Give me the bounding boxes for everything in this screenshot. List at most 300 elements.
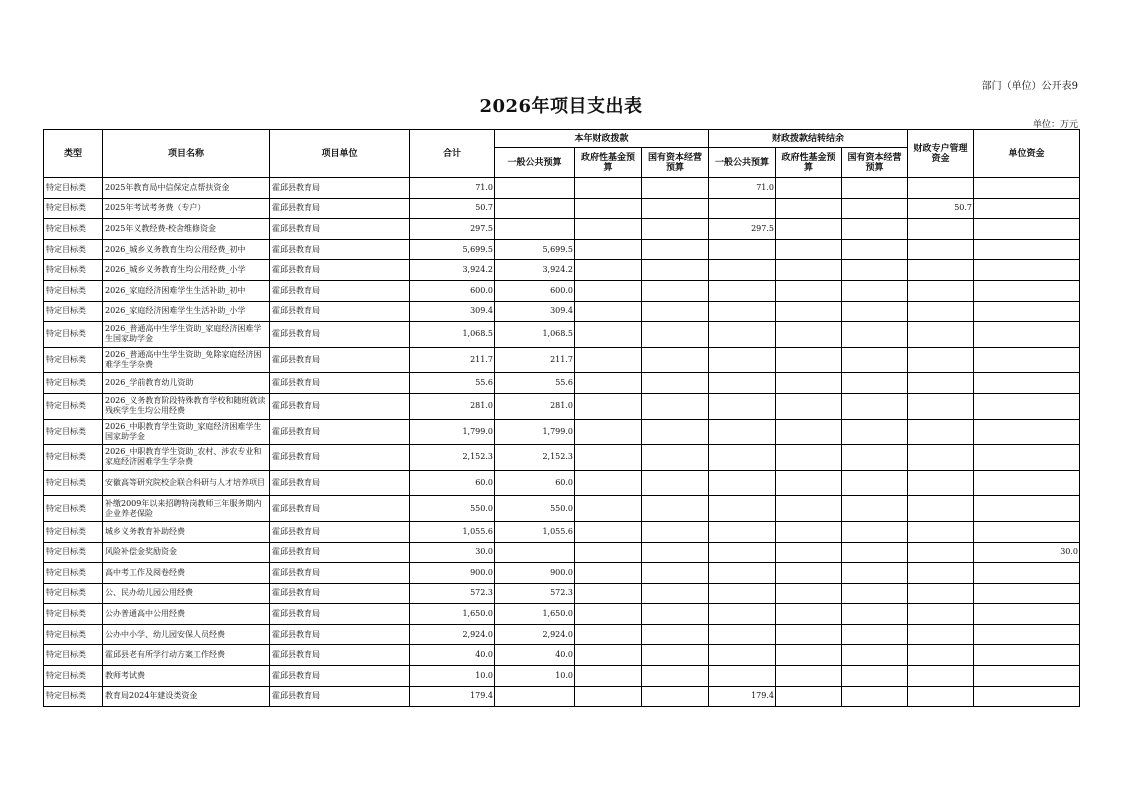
row-current-state-capital-budget — [642, 178, 709, 199]
table-row — [44, 280, 1080, 301]
row-carry-general-budget: 71.0 — [709, 178, 776, 199]
row-carry-state-capital-budget — [842, 624, 908, 645]
row-current-general-budget — [495, 219, 575, 240]
header-total: 合计 — [410, 130, 495, 178]
row-project-name: 2026_普通高中生学生资助_家庭经济困难学生国家助学金 — [103, 322, 270, 348]
row-carry-gov-fund-budget — [776, 542, 842, 563]
row-special-account-funds — [908, 604, 974, 625]
row-carry-general-budget — [709, 301, 776, 322]
row-project-unit: 霍邱县教育局 — [270, 563, 410, 584]
table-row — [44, 393, 1080, 419]
row-project-unit: 霍邱县教育局 — [270, 624, 410, 645]
row-special-account-funds: 50.7 — [908, 198, 974, 219]
table-row — [44, 239, 1080, 260]
row-total: 30.0 — [410, 542, 495, 563]
row-total: 40.0 — [410, 645, 495, 666]
row-carry-gov-fund-budget — [776, 583, 842, 604]
header-project-name: 项目名称 — [103, 130, 270, 178]
header-current-state-capital-budget: 国有资本经营预算 — [642, 148, 709, 178]
row-project-unit: 霍邱县教育局 — [270, 178, 410, 199]
row-total: 600.0 — [410, 280, 495, 301]
row-current-gov-fund-budget — [575, 470, 642, 496]
header-type: 类型 — [44, 130, 103, 178]
row-project-unit: 霍邱县教育局 — [270, 373, 410, 394]
row-carry-general-budget — [709, 445, 776, 471]
row-carry-gov-fund-budget — [776, 666, 842, 687]
row-carry-gov-fund-budget — [776, 496, 842, 522]
header-current-year-appropriation: 本年财政拨款 — [495, 130, 709, 148]
row-unit-funds — [974, 198, 1080, 219]
row-unit-funds — [974, 373, 1080, 394]
row-carry-general-budget — [709, 521, 776, 542]
row-carry-state-capital-budget — [842, 583, 908, 604]
row-carry-general-budget: 297.5 — [709, 219, 776, 240]
row-total: 2,924.0 — [410, 624, 495, 645]
row-current-state-capital-budget — [642, 239, 709, 260]
row-special-account-funds — [908, 347, 974, 373]
row-current-state-capital-budget — [642, 686, 709, 707]
row-carry-state-capital-budget — [842, 347, 908, 373]
row-current-general-budget: 5,699.5 — [495, 239, 575, 260]
row-special-account-funds — [908, 178, 974, 199]
row-carry-general-budget: 179.4 — [709, 686, 776, 707]
row-current-gov-fund-budget — [575, 393, 642, 419]
row-project-name: 2026_中职教育学生资助_农村、涉农专业和家庭经济困难学生学杂费 — [103, 445, 270, 471]
row-project-unit: 霍邱县教育局 — [270, 301, 410, 322]
row-carry-general-budget — [709, 563, 776, 584]
table-row — [44, 445, 1080, 471]
row-project-name: 2026_城乡义务教育生均公用经费_初中 — [103, 239, 270, 260]
row-special-account-funds — [908, 666, 974, 687]
row-current-gov-fund-budget — [575, 686, 642, 707]
row-carry-state-capital-budget — [842, 563, 908, 584]
row-current-state-capital-budget — [642, 322, 709, 348]
row-type: 特定目标类 — [44, 419, 103, 445]
row-project-unit: 霍邱县教育局 — [270, 666, 410, 687]
row-unit-funds — [974, 219, 1080, 240]
row-carry-state-capital-budget — [842, 260, 908, 281]
row-special-account-funds — [908, 280, 974, 301]
row-project-name: 安徽高等研究院校企联合科研与人才培养项目 — [103, 470, 270, 496]
row-carry-state-capital-budget — [842, 445, 908, 471]
row-type: 特定目标类 — [44, 563, 103, 584]
row-unit-funds — [974, 645, 1080, 666]
row-current-gov-fund-budget — [575, 373, 642, 394]
table-row — [44, 496, 1080, 522]
row-current-state-capital-budget — [642, 347, 709, 373]
table-row — [44, 542, 1080, 563]
row-total: 3,924.2 — [410, 260, 495, 281]
row-special-account-funds — [908, 219, 974, 240]
row-total: 5,699.5 — [410, 239, 495, 260]
table-row — [44, 470, 1080, 496]
row-current-gov-fund-budget — [575, 624, 642, 645]
row-project-name: 2026_义务教育阶段特殊教育学校和随班就读残疾学生生均公用经费 — [103, 393, 270, 419]
row-carry-gov-fund-budget — [776, 445, 842, 471]
table-row — [44, 198, 1080, 219]
row-current-general-budget — [495, 686, 575, 707]
row-project-unit: 霍邱县教育局 — [270, 280, 410, 301]
row-special-account-funds — [908, 260, 974, 281]
row-total: 60.0 — [410, 470, 495, 496]
row-total: 1,055.6 — [410, 521, 495, 542]
row-current-state-capital-budget — [642, 645, 709, 666]
row-type: 特定目标类 — [44, 322, 103, 348]
row-type: 特定目标类 — [44, 666, 103, 687]
row-carry-state-capital-budget — [842, 322, 908, 348]
row-current-gov-fund-budget — [575, 260, 642, 281]
row-project-unit: 霍邱县教育局 — [270, 219, 410, 240]
row-type: 特定目标类 — [44, 604, 103, 625]
row-current-gov-fund-budget — [575, 280, 642, 301]
row-total: 900.0 — [410, 563, 495, 584]
row-project-name: 公、民办幼儿园公用经费 — [103, 583, 270, 604]
row-carry-general-budget — [709, 239, 776, 260]
row-current-gov-fund-budget — [575, 301, 642, 322]
row-total: 281.0 — [410, 393, 495, 419]
row-current-general-budget: 572.3 — [495, 583, 575, 604]
row-carry-gov-fund-budget — [776, 393, 842, 419]
row-carry-general-budget — [709, 260, 776, 281]
row-project-unit: 霍邱县教育局 — [270, 198, 410, 219]
row-current-general-budget: 600.0 — [495, 280, 575, 301]
row-unit-funds — [974, 521, 1080, 542]
row-unit-funds — [974, 301, 1080, 322]
row-carry-gov-fund-budget — [776, 219, 842, 240]
row-project-name: 2025年考试考务费（专户） — [103, 198, 270, 219]
row-special-account-funds — [908, 393, 974, 419]
row-unit-funds — [974, 604, 1080, 625]
row-current-state-capital-budget — [642, 280, 709, 301]
row-type: 特定目标类 — [44, 219, 103, 240]
row-special-account-funds — [908, 239, 974, 260]
row-project-name: 补缴2009年以来招聘特岗教师三年服务期内企业养老保险 — [103, 496, 270, 522]
row-project-unit: 霍邱县教育局 — [270, 239, 410, 260]
row-type: 特定目标类 — [44, 686, 103, 707]
row-current-general-budget — [495, 178, 575, 199]
row-carry-state-capital-budget — [842, 393, 908, 419]
row-current-general-budget: 1,055.6 — [495, 521, 575, 542]
row-special-account-funds — [908, 301, 974, 322]
row-current-gov-fund-budget — [575, 322, 642, 348]
row-project-unit: 霍邱县教育局 — [270, 583, 410, 604]
header-carry-general-budget: 一般公共预算 — [709, 148, 776, 178]
header-carry-state-capital-budget: 国有资本经营预算 — [842, 148, 908, 178]
row-type: 特定目标类 — [44, 239, 103, 260]
row-project-unit: 霍邱县教育局 — [270, 419, 410, 445]
row-carry-state-capital-budget — [842, 301, 908, 322]
row-carry-general-budget — [709, 645, 776, 666]
row-current-general-budget: 3,924.2 — [495, 260, 575, 281]
row-carry-gov-fund-budget — [776, 178, 842, 199]
row-current-gov-fund-budget — [575, 666, 642, 687]
row-carry-general-budget — [709, 373, 776, 394]
row-current-state-capital-budget — [642, 666, 709, 687]
row-project-unit: 霍邱县教育局 — [270, 347, 410, 373]
row-current-general-budget: 309.4 — [495, 301, 575, 322]
row-type: 特定目标类 — [44, 542, 103, 563]
row-current-general-budget: 1,068.5 — [495, 322, 575, 348]
row-current-gov-fund-budget — [575, 198, 642, 219]
row-unit-funds — [974, 347, 1080, 373]
row-carry-gov-fund-budget — [776, 604, 842, 625]
row-carry-general-budget — [709, 470, 776, 496]
row-total: 309.4 — [410, 301, 495, 322]
header-carryover-balance: 财政拨款结转结余 — [709, 130, 908, 148]
row-carry-general-budget — [709, 583, 776, 604]
row-carry-general-budget — [709, 666, 776, 687]
header-special-account-funds: 财政专户管理资金 — [908, 130, 974, 178]
row-unit-funds — [974, 178, 1080, 199]
row-current-gov-fund-budget — [575, 645, 642, 666]
header-unit-funds: 单位资金 — [974, 130, 1080, 178]
table-row — [44, 373, 1080, 394]
row-current-general-budget: 281.0 — [495, 393, 575, 419]
row-carry-state-capital-budget — [842, 521, 908, 542]
row-current-general-budget: 550.0 — [495, 496, 575, 522]
row-current-general-budget: 55.6 — [495, 373, 575, 394]
row-special-account-funds — [908, 322, 974, 348]
row-carry-gov-fund-budget — [776, 239, 842, 260]
row-current-gov-fund-budget — [575, 239, 642, 260]
row-unit-funds — [974, 583, 1080, 604]
row-unit-funds — [974, 239, 1080, 260]
row-current-general-budget — [495, 542, 575, 563]
row-current-state-capital-budget — [642, 301, 709, 322]
row-unit-funds — [974, 419, 1080, 445]
table-body — [44, 178, 1080, 707]
row-carry-gov-fund-budget — [776, 624, 842, 645]
row-current-general-budget: 40.0 — [495, 645, 575, 666]
row-carry-gov-fund-budget — [776, 686, 842, 707]
row-carry-general-budget — [709, 322, 776, 348]
row-carry-gov-fund-budget — [776, 645, 842, 666]
row-carry-state-capital-budget — [842, 470, 908, 496]
row-current-state-capital-budget — [642, 470, 709, 496]
row-type: 特定目标类 — [44, 470, 103, 496]
row-project-unit: 霍邱县教育局 — [270, 260, 410, 281]
row-current-gov-fund-budget — [575, 542, 642, 563]
row-project-name: 教师考试费 — [103, 666, 270, 687]
row-project-name: 霍邱县老有所学行动方案工作经费 — [103, 645, 270, 666]
row-carry-general-budget — [709, 419, 776, 445]
row-special-account-funds — [908, 521, 974, 542]
row-special-account-funds — [908, 496, 974, 522]
row-unit-funds — [974, 624, 1080, 645]
row-total: 179.4 — [410, 686, 495, 707]
row-total: 2,152.3 — [410, 445, 495, 471]
row-project-name: 教育局2024年建设类资金 — [103, 686, 270, 707]
table-row — [44, 645, 1080, 666]
unit-label: 单位：万元 — [1032, 120, 1078, 130]
row-type: 特定目标类 — [44, 198, 103, 219]
row-project-unit: 霍邱县教育局 — [270, 521, 410, 542]
row-current-general-budget: 2,152.3 — [495, 445, 575, 471]
row-carry-gov-fund-budget — [776, 347, 842, 373]
row-current-gov-fund-budget — [575, 178, 642, 199]
row-carry-gov-fund-budget — [776, 280, 842, 301]
row-project-name: 2026_家庭经济困难学生生活补助_初中 — [103, 280, 270, 301]
row-special-account-funds — [908, 645, 974, 666]
row-project-name: 2026_家庭经济困难学生生活补助_小学 — [103, 301, 270, 322]
row-unit-funds — [974, 666, 1080, 687]
row-unit-funds — [974, 280, 1080, 301]
row-carry-general-budget — [709, 198, 776, 219]
row-unit-funds — [974, 686, 1080, 707]
row-unit-funds — [974, 563, 1080, 584]
row-type: 特定目标类 — [44, 280, 103, 301]
row-special-account-funds — [908, 470, 974, 496]
row-unit-funds — [974, 496, 1080, 522]
row-unit-funds — [974, 470, 1080, 496]
row-current-state-capital-budget — [642, 419, 709, 445]
row-project-name: 2026_城乡义务教育生均公用经费_小学 — [103, 260, 270, 281]
row-carry-gov-fund-budget — [776, 260, 842, 281]
table-row — [44, 666, 1080, 687]
row-carry-state-capital-budget — [842, 496, 908, 522]
row-total: 10.0 — [410, 666, 495, 687]
row-special-account-funds — [908, 445, 974, 471]
page-title: 2026年项目支出表 — [479, 96, 643, 117]
row-project-name: 2026_普通高中生学生资助_免除家庭经济困难学生学杂费 — [103, 347, 270, 373]
row-carry-gov-fund-budget — [776, 521, 842, 542]
row-current-gov-fund-budget — [575, 521, 642, 542]
row-type: 特定目标类 — [44, 301, 103, 322]
row-current-state-capital-budget — [642, 496, 709, 522]
row-unit-funds — [974, 445, 1080, 471]
row-current-state-capital-budget — [642, 198, 709, 219]
row-carry-state-capital-budget — [842, 542, 908, 563]
row-total: 1,068.5 — [410, 322, 495, 348]
row-carry-general-budget — [709, 393, 776, 419]
row-special-account-funds — [908, 542, 974, 563]
row-current-general-budget — [495, 198, 575, 219]
row-current-general-budget: 2,924.0 — [495, 624, 575, 645]
table-header — [44, 130, 1080, 178]
row-project-unit: 霍邱县教育局 — [270, 496, 410, 522]
row-project-unit: 霍邱县教育局 — [270, 322, 410, 348]
row-special-account-funds — [908, 583, 974, 604]
row-project-unit: 霍邱县教育局 — [270, 645, 410, 666]
row-current-state-capital-budget — [642, 563, 709, 584]
row-current-gov-fund-budget — [575, 419, 642, 445]
row-carry-state-capital-budget — [842, 645, 908, 666]
row-project-unit: 霍邱县教育局 — [270, 604, 410, 625]
row-project-name: 公办中小学、幼儿园安保人员经费 — [103, 624, 270, 645]
row-carry-general-budget — [709, 542, 776, 563]
row-current-state-capital-budget — [642, 393, 709, 419]
row-project-unit: 霍邱县教育局 — [270, 445, 410, 471]
row-type: 特定目标类 — [44, 445, 103, 471]
row-project-name: 2025年义教经费-校舍维修资金 — [103, 219, 270, 240]
row-carry-gov-fund-budget — [776, 322, 842, 348]
row-carry-general-budget — [709, 604, 776, 625]
row-total: 550.0 — [410, 496, 495, 522]
table-row — [44, 624, 1080, 645]
row-carry-state-capital-budget — [842, 666, 908, 687]
row-current-state-capital-budget — [642, 583, 709, 604]
row-total: 50.7 — [410, 198, 495, 219]
row-carry-state-capital-budget — [842, 178, 908, 199]
row-current-state-capital-budget — [642, 445, 709, 471]
table-row — [44, 686, 1080, 707]
header-current-general-budget: 一般公共预算 — [495, 148, 575, 178]
row-type: 特定目标类 — [44, 583, 103, 604]
row-unit-funds — [974, 260, 1080, 281]
row-current-gov-fund-budget — [575, 496, 642, 522]
row-carry-state-capital-budget — [842, 239, 908, 260]
row-current-gov-fund-budget — [575, 563, 642, 584]
row-current-general-budget: 900.0 — [495, 563, 575, 584]
row-project-name: 风险补偿金奖励资金 — [103, 542, 270, 563]
row-project-name: 城乡义务教育补助经费 — [103, 521, 270, 542]
row-special-account-funds — [908, 686, 974, 707]
row-special-account-funds — [908, 373, 974, 394]
row-current-state-capital-budget — [642, 624, 709, 645]
row-current-general-budget: 10.0 — [495, 666, 575, 687]
row-total: 572.3 — [410, 583, 495, 604]
header-carry-gov-fund-budget: 政府性基金预算 — [776, 148, 842, 178]
row-type: 特定目标类 — [44, 347, 103, 373]
row-project-unit: 霍邱县教育局 — [270, 470, 410, 496]
row-unit-funds: 30.0 — [974, 542, 1080, 563]
row-unit-funds — [974, 322, 1080, 348]
row-current-gov-fund-budget — [575, 219, 642, 240]
row-current-state-capital-budget — [642, 604, 709, 625]
row-type: 特定目标类 — [44, 393, 103, 419]
row-carry-gov-fund-budget — [776, 373, 842, 394]
row-type: 特定目标类 — [44, 496, 103, 522]
row-carry-state-capital-budget — [842, 686, 908, 707]
row-carry-state-capital-budget — [842, 419, 908, 445]
row-carry-state-capital-budget — [842, 373, 908, 394]
table-row — [44, 563, 1080, 584]
row-current-gov-fund-budget — [575, 604, 642, 625]
row-special-account-funds — [908, 563, 974, 584]
row-carry-state-capital-budget — [842, 280, 908, 301]
row-total: 71.0 — [410, 178, 495, 199]
row-carry-general-budget — [709, 624, 776, 645]
table-row — [44, 604, 1080, 625]
row-current-general-budget: 1,799.0 — [495, 419, 575, 445]
row-unit-funds — [974, 393, 1080, 419]
row-carry-state-capital-budget — [842, 198, 908, 219]
row-project-name: 2026_学前教育幼儿资助 — [103, 373, 270, 394]
row-type: 特定目标类 — [44, 521, 103, 542]
row-project-name: 高中考工作及阅卷经费 — [103, 563, 270, 584]
table-row — [44, 521, 1080, 542]
row-project-name: 公办普通高中公用经费 — [103, 604, 270, 625]
row-carry-gov-fund-budget — [776, 419, 842, 445]
table-row — [44, 260, 1080, 281]
row-carry-gov-fund-budget — [776, 470, 842, 496]
row-project-unit: 霍邱县教育局 — [270, 542, 410, 563]
row-project-unit: 霍邱县教育局 — [270, 393, 410, 419]
table-row — [44, 219, 1080, 240]
table-row — [44, 178, 1080, 199]
row-current-state-capital-budget — [642, 373, 709, 394]
row-carry-state-capital-budget — [842, 219, 908, 240]
row-carry-gov-fund-budget — [776, 198, 842, 219]
header-project-unit: 项目单位 — [270, 130, 410, 178]
row-project-name: 2025年教育局中信保定点帮扶资金 — [103, 178, 270, 199]
table-row — [44, 322, 1080, 348]
row-carry-general-budget — [709, 496, 776, 522]
row-current-general-budget: 1,650.0 — [495, 604, 575, 625]
row-special-account-funds — [908, 419, 974, 445]
row-total: 1,799.0 — [410, 419, 495, 445]
form-number-label: 部门（单位）公开表9 — [981, 81, 1078, 92]
